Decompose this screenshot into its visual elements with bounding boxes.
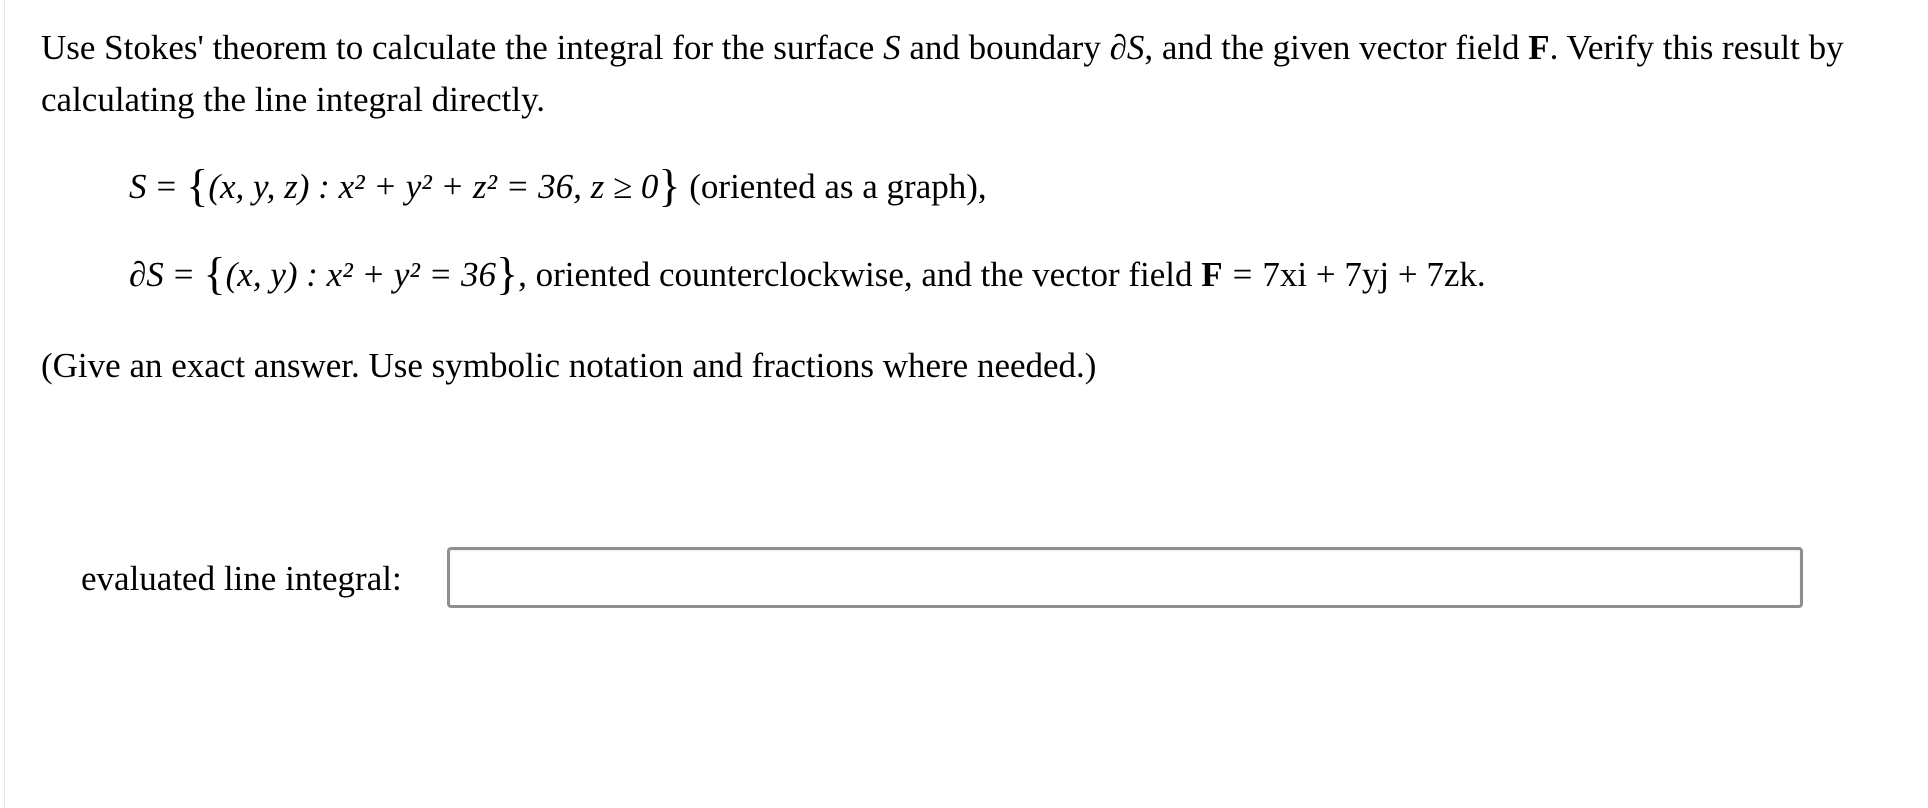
field-lhs: F: [1201, 255, 1223, 294]
answer-label: evaluated line integral:: [81, 559, 402, 598]
intro-field-symbol: F: [1528, 28, 1550, 67]
boundary-set: (x, y) : x² + y² = 36: [225, 255, 496, 294]
close-brace: }: [495, 248, 519, 299]
open-brace: {: [186, 160, 209, 211]
surface-set: (x, y, z) : x² + y² + z² = 36, z ≥ 0: [208, 167, 659, 206]
intro-text-2: and boundary: [900, 28, 1110, 67]
boundary-lhs: ∂S: [129, 255, 164, 294]
equals-sign: =: [156, 167, 177, 206]
intro-text-3: , and the given vector field: [1144, 28, 1529, 67]
intro-text-4: . Verify this result by calculating the line integral directly.: [41, 28, 1844, 119]
answer-instruction: (Give an exact answer. Use symbolic notation and fractions where needed.): [41, 346, 1097, 385]
equals-sign: =: [173, 255, 194, 294]
line-integral-answer-input[interactable]: [447, 547, 1803, 608]
equals-sign: =: [1232, 255, 1253, 294]
problem-statement: [41, 22, 1901, 126]
surface-lhs: S: [129, 167, 147, 206]
content-frame: [4, 0, 1924, 808]
field-rhs: 7xi + 7yj + 7zk.: [1262, 255, 1486, 294]
close-brace: }: [658, 160, 681, 211]
intro-surface-symbol: S: [883, 28, 901, 67]
surface-note: (oriented as a graph),: [689, 167, 987, 206]
surface-definition: [129, 160, 987, 211]
open-brace: {: [203, 248, 226, 299]
intro-text-1: Use Stokes' theorem to calculate the integral for the surface: [41, 28, 884, 67]
boundary-definition: [129, 248, 1486, 299]
intro-boundary-symbol: ∂S: [1109, 28, 1145, 67]
boundary-note: , oriented counterclockwise, and the vector field: [518, 255, 1202, 294]
